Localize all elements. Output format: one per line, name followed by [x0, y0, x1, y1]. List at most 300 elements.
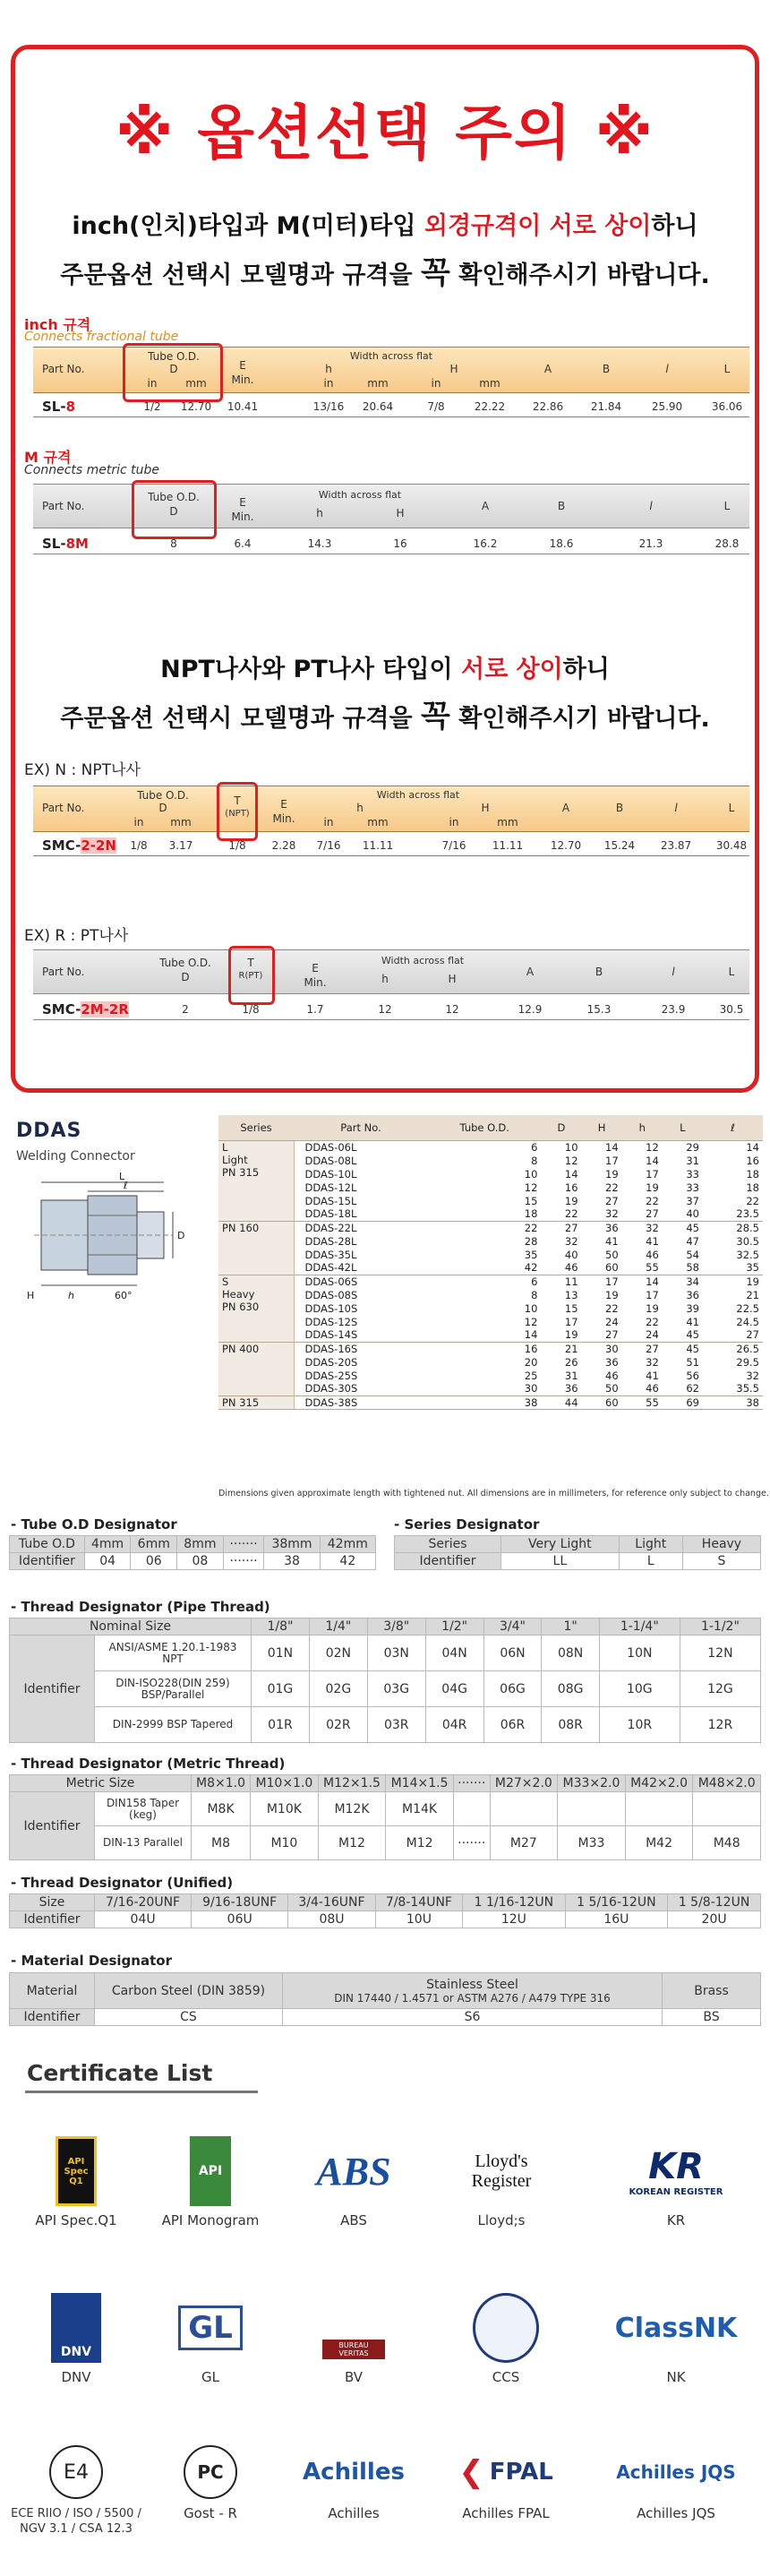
cell	[558, 1792, 626, 1826]
nk-logo	[609, 2293, 743, 2363]
cell: BS	[663, 2009, 761, 2026]
m-spec-table	[33, 484, 749, 564]
cell: 15	[564, 1301, 578, 1315]
table-header	[218, 1115, 763, 1140]
table-row	[10, 1636, 761, 1671]
cell: S6	[283, 2009, 663, 2026]
jqs-logo	[609, 2445, 743, 2499]
col-d: D	[169, 363, 178, 375]
cell: 17	[646, 1288, 659, 1301]
col-e: E	[280, 798, 287, 811]
cell: 38	[428, 1395, 541, 1409]
notice-text: 확인해주시기 바랍니다.	[449, 262, 710, 289]
cell: 24.5	[736, 1315, 759, 1328]
cell: 36	[582, 1221, 622, 1234]
col-in: in	[449, 816, 459, 829]
cell: 10U	[375, 1911, 462, 1928]
col-h: h	[622, 1115, 663, 1140]
col-L: L	[663, 1115, 703, 1140]
cell: 22	[746, 1194, 759, 1207]
notice-text: 주문옵션 선택시 모델명과 규격을	[60, 705, 421, 733]
cell: 31	[686, 1154, 699, 1167]
col-e: E	[239, 496, 246, 509]
pt-spec-table	[33, 949, 749, 1039]
notice-npt-line-1	[15, 649, 755, 684]
cert-name: Achilles FPAL	[462, 2505, 550, 2521]
pipe-thread-table	[9, 1618, 761, 1743]
cell: Carbon Steel (DIN 3859)	[95, 1973, 283, 2009]
cell: 21.84	[590, 400, 622, 413]
cell: 44	[541, 1395, 581, 1409]
bv-logo	[322, 2293, 385, 2363]
notice-text: 하니	[562, 656, 610, 683]
cell: 06R	[483, 1707, 542, 1743]
table-row	[218, 1355, 763, 1369]
logo-text: ClassNK	[614, 2312, 738, 2344]
cell: 7/16	[441, 839, 466, 852]
cell: Series	[395, 1536, 501, 1553]
notice-title: ※ 옵션선택 주의 ※	[116, 99, 654, 167]
cell: 33	[686, 1181, 699, 1194]
cell: 14	[622, 1275, 663, 1288]
cell: 39	[686, 1301, 699, 1315]
cell: 27	[605, 1194, 619, 1207]
tube-od-title: - Tube O.D Designator	[11, 1516, 177, 1533]
table-row	[218, 1395, 763, 1409]
dim-L-big: L	[119, 1171, 125, 1182]
unified-thread-title: - Thread Designator (Unified)	[11, 1875, 234, 1891]
series-cell	[218, 1342, 294, 1395]
notice-text: inch(인치)타입과 M(미터)타입	[72, 212, 424, 240]
cell: 7/8	[427, 400, 445, 413]
table-row	[218, 1207, 763, 1221]
logo-text: GL	[178, 2306, 243, 2350]
col-d: D	[169, 505, 178, 518]
cell: 27	[622, 1342, 663, 1355]
series-label: S	[222, 1275, 229, 1288]
col-l-small: l	[674, 802, 678, 814]
cert-bv	[287, 2293, 421, 2385]
cell: 34	[663, 1275, 703, 1288]
cell: Material	[10, 1973, 95, 2009]
cell: Very Light	[500, 1536, 619, 1553]
cell: 19	[605, 1288, 619, 1301]
cert-ccs	[439, 2293, 573, 2385]
cell: 18	[746, 1167, 759, 1181]
cell: 7/16-20UNF	[95, 1894, 192, 1911]
dim-l-small: ℓ	[124, 1180, 128, 1191]
col-mm: mm	[367, 816, 389, 829]
table-row	[218, 1221, 763, 1234]
col-H: H	[449, 363, 458, 375]
series-label: PN 160	[222, 1221, 260, 1234]
cell: M33	[558, 1826, 626, 1860]
cell: DDAS-22L	[294, 1221, 428, 1234]
table-row	[10, 1553, 376, 1570]
cell: M12	[318, 1826, 386, 1860]
ddas-note: Dimensions given approximate length with tightened nut. All dimensions are in millimeters, for reference only subject to change.	[218, 1489, 769, 1498]
cell: 46	[605, 1369, 619, 1382]
cert-nk	[609, 2293, 743, 2385]
cell: 30	[524, 1382, 538, 1395]
cell: 60	[582, 1395, 622, 1409]
cell: 24	[605, 1315, 619, 1328]
cell: 47	[686, 1234, 699, 1248]
cell: 3/8"	[367, 1619, 425, 1636]
cell: 12.70	[550, 839, 582, 852]
series-table	[394, 1535, 761, 1570]
series-title: - Series Designator	[394, 1516, 540, 1533]
cell: 19	[646, 1301, 659, 1315]
part-prefix: SL-	[42, 399, 66, 415]
cell: 21	[746, 1288, 759, 1301]
m-spec-sub: Connects metric tube	[24, 463, 160, 477]
col-e: E	[239, 359, 246, 372]
col-mm: mm	[479, 377, 500, 390]
cell: 4mm	[84, 1536, 131, 1553]
cell: 1-1/4"	[599, 1619, 680, 1636]
cell: Identifier	[10, 1636, 95, 1743]
cell: 41	[646, 1369, 659, 1382]
part-prefix: SL-	[42, 536, 66, 552]
col-in: in	[323, 816, 334, 829]
cert-name: API Spec.Q1	[35, 2212, 117, 2228]
col-in: in	[431, 377, 441, 390]
cell: 03R	[367, 1707, 425, 1743]
cell: Heavy	[682, 1536, 760, 1553]
cell: M8	[192, 1826, 251, 1860]
cell: 30.48	[715, 839, 748, 852]
cell: M12	[386, 1826, 454, 1860]
cell: 04R	[425, 1707, 483, 1743]
table-row	[218, 1194, 763, 1207]
cell: 17	[582, 1275, 622, 1288]
cell: M12×1.5	[318, 1775, 386, 1792]
logo-text: Achilles JQS	[616, 2461, 736, 2483]
col-a: A	[561, 802, 570, 814]
cell: 30.5	[736, 1234, 759, 1248]
cell: M42×2.0	[625, 1775, 693, 1792]
col-a: A	[526, 966, 535, 978]
cell: 29	[663, 1140, 703, 1154]
col-t-sub: (NPT)	[225, 809, 250, 819]
cell: 6mm	[131, 1536, 177, 1553]
part-prefix: SMC-	[42, 837, 81, 854]
cell: M27	[490, 1826, 558, 1860]
cert-name: Achilles JQS	[637, 2505, 715, 2521]
col-b: B	[595, 966, 603, 978]
cell: 06G	[483, 1671, 542, 1707]
cell: 35	[746, 1261, 759, 1275]
cert-ece	[4, 2445, 148, 2537]
col-waf: Width across flat	[376, 789, 460, 801]
notice-text: 하니	[651, 212, 698, 240]
cell: 40	[564, 1248, 578, 1261]
cell: 14	[646, 1154, 659, 1167]
cert-name: GL	[201, 2369, 219, 2385]
cell: 22	[428, 1221, 541, 1234]
col-part-no: Part No.	[42, 500, 85, 512]
cert-name: NK	[666, 2369, 686, 2385]
col-l-small: l	[649, 500, 653, 512]
cell: 21	[541, 1342, 581, 1355]
cell-stainless	[283, 1973, 663, 2009]
cell: 12	[622, 1140, 663, 1154]
notice-text: 확인해주시기 바랍니다.	[449, 705, 710, 733]
logo-text: PC	[197, 2461, 224, 2483]
cell: 01N	[252, 1636, 310, 1671]
cell: S	[682, 1553, 760, 1570]
cell: 15.24	[603, 839, 636, 852]
col-in: in	[147, 377, 158, 390]
cell: 10	[524, 1167, 538, 1181]
cell: 12	[378, 1003, 392, 1016]
cell: 45	[686, 1328, 699, 1342]
logo-text: FPAL	[489, 2459, 553, 2486]
table-row	[10, 1894, 761, 1911]
cert-lloyds	[434, 2136, 569, 2228]
fpal-logo: ❮ FPAL	[458, 2454, 553, 2490]
achilles-logo	[291, 2445, 416, 2499]
series-cell	[218, 1275, 294, 1342]
notice-text: 주문옵션 선택시 모델명과 규격을	[60, 262, 421, 289]
cell: 27	[646, 1207, 659, 1221]
cell: 19	[605, 1167, 619, 1181]
cell: 29.5	[736, 1355, 759, 1369]
cell: DDAS-15L	[304, 1194, 357, 1207]
cell: 22	[564, 1207, 578, 1221]
cell: 38	[264, 1553, 320, 1570]
cell: 10.41	[227, 400, 259, 413]
cell: 03G	[367, 1671, 425, 1707]
col-l-small: ℓ	[703, 1115, 763, 1140]
logo-text: KR	[648, 2145, 704, 2187]
npt-spec-label: EX) N : NPT나사	[24, 761, 141, 779]
cell: 10	[541, 1140, 581, 1154]
col-H: H	[582, 1115, 622, 1140]
cert-name: DNV	[61, 2369, 91, 2385]
cell: 1 5/8-12UN	[668, 1894, 761, 1911]
cell: 02N	[309, 1636, 367, 1671]
cell: 22	[605, 1181, 619, 1194]
cell: 36	[605, 1355, 619, 1369]
cell: 1 5/16-12UN	[565, 1894, 668, 1911]
stainless-spec: DIN 17440 / 1.4571 or ASTM A276 / A479 TYPE 316	[334, 1991, 611, 2005]
col-t: T	[247, 957, 254, 969]
col-series: Series	[218, 1115, 294, 1140]
cell: 6	[428, 1140, 541, 1154]
e4-logo	[49, 2445, 103, 2499]
col-part-no: Part No.	[42, 802, 85, 814]
cert-kr	[609, 2136, 743, 2228]
col-h: h	[356, 802, 364, 814]
cell: 8	[531, 1154, 538, 1167]
logo-text: BUREAU VERITAS	[322, 2340, 385, 2359]
cell: 32	[646, 1355, 659, 1369]
lloyds-logo	[452, 2136, 551, 2206]
col-t-sub: R(PT)	[238, 971, 263, 981]
cell: 60	[605, 1261, 619, 1275]
part-prefix: SMC-	[42, 1001, 81, 1018]
cert-fpal	[439, 2445, 573, 2521]
cell: M8×1.0	[192, 1775, 251, 1792]
cert-name: Gost - R	[184, 2505, 237, 2521]
col-d: D	[158, 802, 167, 814]
cell: Identifier	[10, 1911, 95, 1928]
cell: DDAS-25S	[304, 1369, 358, 1382]
table-row	[218, 1382, 763, 1395]
cell: 1/8"	[252, 1619, 310, 1636]
cell: 22.5	[736, 1301, 759, 1315]
cell: 06	[131, 1553, 177, 1570]
cell: 08	[177, 1553, 224, 1570]
cell: 7/16	[316, 839, 341, 852]
notice-highlight: 외경규격이 서로 상이	[424, 212, 652, 240]
notice-inch-line-2	[15, 248, 755, 292]
m-part-number	[42, 536, 89, 552]
gost-logo	[184, 2445, 237, 2499]
cell: 01R	[252, 1707, 310, 1743]
cell: 08R	[542, 1707, 599, 1743]
table-row	[218, 1140, 763, 1154]
table-row	[218, 1181, 763, 1194]
cell: 12R	[680, 1707, 760, 1743]
cell: Metric Size	[10, 1775, 192, 1792]
cell: 62	[686, 1382, 699, 1395]
cell: 1/4"	[309, 1619, 367, 1636]
cert-dnv	[9, 2293, 143, 2385]
certificate-title-text: Certificate List	[27, 2060, 213, 2086]
cert-name: API Monogram	[161, 2212, 260, 2228]
table-row	[218, 1248, 763, 1261]
col-L: L	[723, 500, 731, 512]
table-row	[218, 1288, 763, 1301]
cell: 41	[686, 1315, 699, 1328]
col-b: B	[557, 500, 566, 512]
cell: 30	[582, 1342, 622, 1355]
cell: Size	[10, 1894, 95, 1911]
cell: 10G	[599, 1671, 680, 1707]
series-label: PN 315	[222, 1395, 260, 1409]
table-row	[218, 1342, 763, 1355]
cell: 19	[703, 1275, 763, 1288]
cell: Identifier	[10, 2009, 95, 2026]
highlight-box	[132, 480, 217, 539]
cell: 31	[564, 1369, 578, 1382]
cell: 27	[746, 1328, 759, 1342]
cell: 27	[541, 1221, 581, 1234]
cell: 19	[646, 1181, 659, 1194]
series-label: L	[222, 1140, 228, 1154]
part-suffix: 2-2N	[81, 837, 116, 854]
cell	[490, 1792, 558, 1826]
part-suffix: 8	[65, 399, 76, 415]
col-b: B	[602, 363, 611, 375]
npt-spec-table	[33, 786, 749, 875]
cell: 6.4	[234, 537, 252, 550]
col-in: in	[323, 377, 334, 390]
cell: 11.11	[492, 839, 524, 852]
col-d: D	[541, 1115, 581, 1140]
cell: 28.5	[703, 1221, 763, 1234]
ddas-dimension-table	[218, 1115, 763, 1410]
table-row	[10, 1911, 761, 1928]
cell: 22	[646, 1315, 659, 1328]
col-H: H	[448, 973, 457, 985]
cell: 17	[564, 1315, 578, 1328]
welding-connector-diagram	[16, 1169, 209, 1317]
cell: 02R	[309, 1707, 367, 1743]
col-L: L	[723, 363, 731, 375]
cell: 21.3	[638, 537, 663, 550]
inch-spec-table	[33, 347, 749, 436]
cert-name: CCS	[492, 2369, 520, 2385]
cell: 16	[564, 1181, 578, 1194]
cell: 3/4-16UNF	[288, 1894, 375, 1911]
col-a: A	[481, 500, 490, 512]
cell: 35.5	[736, 1382, 759, 1395]
cell: 1/2"	[425, 1619, 483, 1636]
cell: DDAS-18L	[304, 1207, 357, 1221]
table-row	[395, 1536, 761, 1553]
cell: 37	[686, 1194, 699, 1207]
logo-sub: KOREAN REGISTER	[629, 2186, 723, 2197]
cell: M48	[693, 1826, 761, 1860]
cell: 25	[524, 1369, 538, 1382]
cell: 13	[564, 1288, 578, 1301]
cert-jqs	[609, 2445, 743, 2521]
cell: Light	[619, 1536, 682, 1553]
cell: 16U	[565, 1911, 668, 1928]
cell: 10	[524, 1301, 538, 1315]
logo-text: Achilles	[303, 2459, 405, 2486]
col-min: Min.	[231, 511, 254, 523]
cell: 69	[663, 1395, 703, 1409]
cell: 32	[622, 1221, 663, 1234]
cell: 8mm	[177, 1536, 224, 1553]
cell: M8K	[192, 1792, 251, 1826]
col-min: Min.	[272, 812, 295, 825]
cell: DDAS-42L	[304, 1261, 357, 1275]
dim-h: h	[68, 1290, 74, 1301]
col-e: E	[312, 962, 319, 975]
cell: Nominal Size	[10, 1619, 252, 1636]
cell: 40	[686, 1207, 699, 1221]
table-row	[10, 1671, 761, 1707]
cell: Identifier	[10, 1553, 85, 1570]
cell: 1/2	[143, 400, 161, 413]
cell: 51	[686, 1355, 699, 1369]
cell: L	[619, 1553, 682, 1570]
cell: M12K	[318, 1792, 386, 1826]
col-mm: mm	[367, 377, 389, 390]
notice-npt-line-2	[15, 691, 755, 735]
cell: 1/8	[130, 839, 148, 852]
table-row	[10, 1707, 761, 1743]
cell: 08G	[542, 1671, 599, 1707]
cell: 36	[686, 1288, 699, 1301]
cell: 38	[703, 1395, 763, 1409]
cell: DDAS-28L	[304, 1234, 357, 1248]
cert-name: Lloyd;s	[477, 2212, 526, 2228]
cell: 8	[170, 537, 177, 550]
table-row	[218, 1167, 763, 1181]
cell: CS	[95, 2009, 283, 2026]
col-in: in	[133, 816, 144, 829]
col-part-no: Part No.	[294, 1115, 428, 1140]
cell: ·······	[223, 1553, 264, 1570]
product-subtitle: Welding Connector	[16, 1149, 135, 1163]
